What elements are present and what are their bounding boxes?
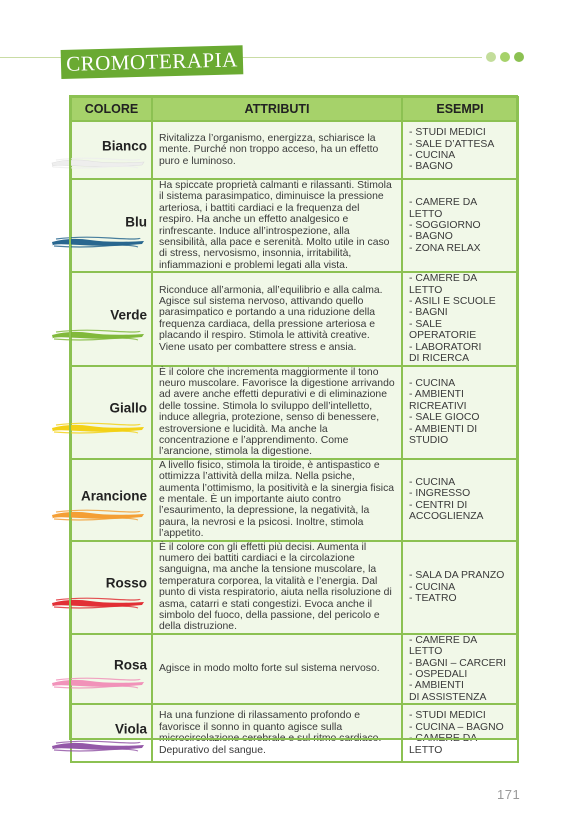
- color-name: Bianco: [101, 138, 147, 154]
- page-title: CROMOTERAPIA: [61, 45, 244, 79]
- examples-cell: - CAMERE DA LETTO - SOGGIORNO - BAGNO - ZONA RELAX: [402, 179, 518, 272]
- color-cell: [71, 704, 152, 762]
- table-body: [71, 121, 518, 762]
- color-cell: [71, 121, 152, 179]
- header-attributi: ATTRIBUTI: [152, 97, 402, 121]
- color-brush-stroke: [50, 421, 146, 435]
- dot-light: [486, 52, 496, 62]
- color-name: Blu: [125, 213, 147, 229]
- dot-mid: [500, 52, 510, 62]
- color-cell: [71, 179, 152, 272]
- attributes-cell: È il colore con gli effetti più decisi. Aumenta il numero dei battiti cardiaci e la circolazione sanguigna, ma anche la tensione muscolare, la temperatura corporea, la vitalità e l’energia. Dal punto di vista respiratorio, aiuta nella risoluzione di asma, catarri e stati congestizi. Evoca anche il simbolo del fuoco, della passione, del pericolo e della distruzione.: [152, 541, 402, 634]
- table-row: [71, 179, 518, 272]
- color-brush-stroke: [50, 235, 146, 249]
- color-brush-stroke: [50, 508, 146, 522]
- table-row: [71, 459, 518, 541]
- examples-cell: - CUCINA - INGRESSO - CENTRI DI ACCOGLIENZA: [402, 459, 518, 541]
- attributes-cell: A livello fisico, stimola la tiroide, è antispastico e ottimizza l’attività della milza. Nella psiche, aumenta l’ottimismo, la positività e la sinergia fisica e mentale. È un importante aiuto contro l’esaurimento, la depressione, la negatività, la paura, la nevrosi e la psicosi. Inoltre, stimola l’appetito.: [152, 459, 402, 541]
- attributes-cell: Rivitalizza l’organismo, energizza, schiarisce la mente. Purché non troppo acceso, ha un effetto puro e luminoso.: [152, 121, 402, 179]
- table-row: [71, 121, 518, 179]
- table-header-row: [71, 97, 518, 121]
- chromotherapy-table-container: [70, 96, 517, 756]
- attributes-cell: Agisce in modo molto forte sul sistema nervoso.: [152, 634, 402, 704]
- attributes-cell: È il colore che incrementa maggiormente il tono neuro muscolare. Favorisce la digestione arrivando ad avere anche effetti depurativi e di eliminazione delle tossine. Stimola lo sviluppo dell’intelletto, induce allegria, protezione, senso di benessere, estroversione e lucidità. Ma anche la concentrazione e l’apprendimento. Come l’arancione, stimola la digestione.: [152, 366, 402, 459]
- attributes-cell: Riconduce all’armonia, all’equilibrio e alla calma. Agisce sul sistema nervoso, attivando quello parasimpatico e portando a una riduzione della frequenza cardiaca, della pressione arteriosa e placando il respiro. Stimola le attività creative. Viene usato per combattere stress e ansia.: [152, 272, 402, 365]
- examples-cell: - CAMERE DA LETTO - BAGNI – CARCERI - OSPEDALI - AMBIENTI DI ASSISTENZA: [402, 634, 518, 704]
- table-row: [71, 634, 518, 704]
- color-brush-stroke: [50, 328, 146, 342]
- table-row: [71, 541, 518, 634]
- decorative-dots: [486, 52, 524, 62]
- color-name: Arancione: [80, 487, 147, 503]
- examples-cell: - CUCINA - AMBIENTI RICREATIVI - SALE GIOCO - AMBIENTI DI STUDIO: [402, 366, 518, 459]
- color-brush-stroke: [50, 676, 146, 690]
- attributes-cell: Ha spiccate proprietà calmanti e rilassanti. Stimola il sistema parasimpatico, diminuisce la pressione arteriosa, i battiti cardiaci e la frequenza del respiro. Ha anche un effetto analgesico e rinfrescante. Induce all’introspezione, alla sensibilità, alla pace e serenità. Molto utile in caso di stress, nervosismo, insonnia, irritabilità, infiammazioni e problemi legati alla vista.: [152, 179, 402, 272]
- color-brush-stroke: [50, 596, 146, 610]
- color-name: Viola: [114, 721, 147, 737]
- color-name: Rosso: [105, 575, 147, 591]
- color-name: Verde: [110, 307, 147, 323]
- color-name: Rosa: [113, 657, 147, 673]
- examples-cell: - SALA DA PRANZO - CUCINA - TEATRO: [402, 541, 518, 634]
- color-cell: [71, 634, 152, 704]
- table-row: [71, 704, 518, 762]
- dot-dark: [514, 52, 524, 62]
- table-row: [71, 272, 518, 365]
- color-name: Giallo: [109, 400, 147, 416]
- examples-cell: - CAMERE DA LETTO - ASILI E SCUOLE - BAGNI - SALE OPERATORIE - LABORATORI DI RICERCA: [402, 272, 518, 365]
- color-cell: [71, 272, 152, 365]
- page-number: 171: [497, 787, 521, 802]
- header-colore: COLORE: [71, 97, 152, 121]
- attributes-cell: Ha una funzione di rilassamento profondo e favorisce il sonno in quanto agisce sulla microcircolazione cerebrale e sul ritmo cardiaco. Depurativo del sangue.: [152, 704, 402, 762]
- color-cell: [71, 459, 152, 541]
- examples-cell: - STUDI MEDICI - CUCINA – BAGNO - CAMERE DA LETTO: [402, 704, 518, 762]
- color-brush-stroke: [50, 739, 146, 753]
- table-row: [71, 366, 518, 459]
- color-cell: [71, 366, 152, 459]
- examples-cell: - STUDI MEDICI - SALE D’ATTESA - CUCINA - BAGNO: [402, 121, 518, 179]
- chromotherapy-table: [70, 96, 519, 763]
- header-esempi: ESEMPI: [402, 97, 518, 121]
- color-cell: [71, 541, 152, 634]
- color-brush-stroke: [50, 156, 146, 170]
